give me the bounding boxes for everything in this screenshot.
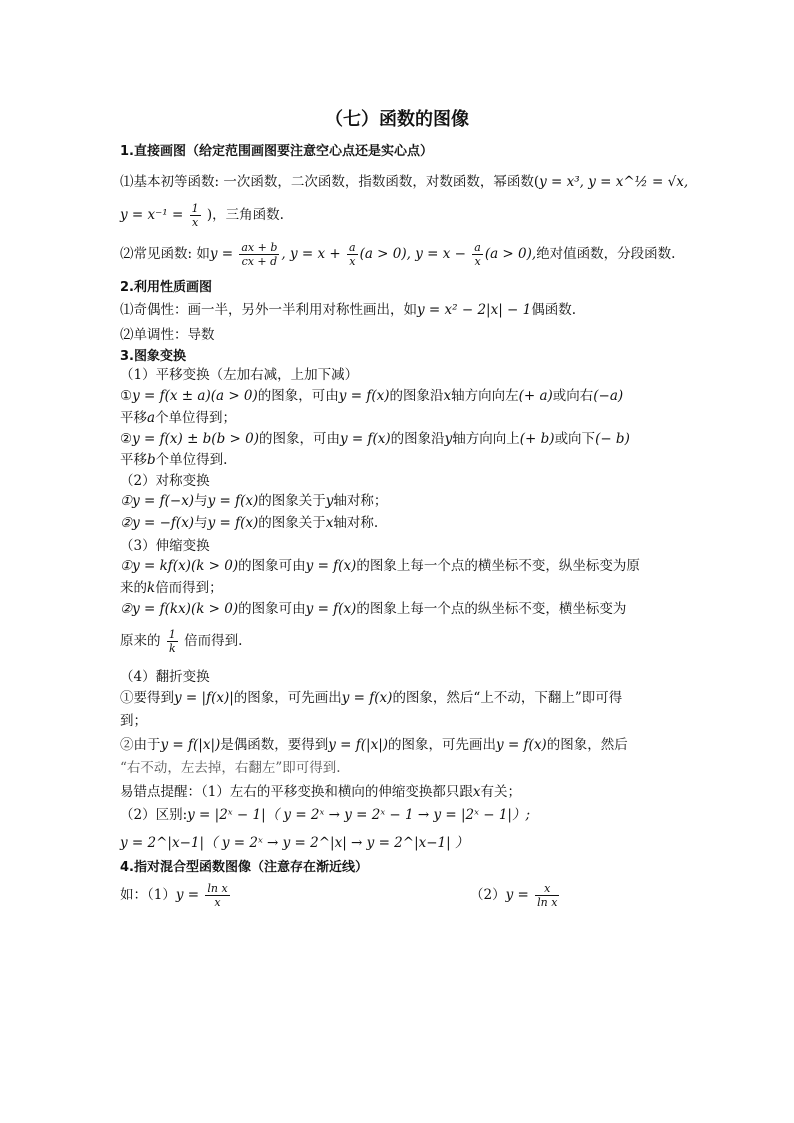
s3-p2-title: [120, 471, 210, 491]
s1-l3-math-b: , y = x +: [281, 246, 341, 262]
s3-p2-title-text: （2）对称变换: [120, 473, 210, 489]
s1-l3-fraction-1: [239, 241, 279, 268]
text: “右不动，左去掉，右翻左”即可得到.: [120, 760, 341, 776]
frac-num: ln x: [207, 882, 228, 895]
text: 轴对称；: [333, 493, 388, 509]
frac-den: x: [191, 216, 199, 229]
s1-l1-text: ⑴基本初等函数: 一次函数，二次函数，指数函数，对数函数，幂函数(: [120, 174, 540, 190]
section-3-heading-line: [120, 346, 186, 367]
math: y = |f(x)|: [174, 690, 234, 706]
frac-num: a: [349, 241, 356, 254]
s2-l1-tail: 偶函数.: [531, 302, 577, 318]
text: 的图象沿: [390, 431, 445, 447]
s3-p3-title-text: （3）伸缩变换: [120, 538, 210, 554]
math: (−a): [593, 388, 624, 404]
s1-l3-fraction-3: [472, 241, 483, 268]
text: 的图象上每一个点的横坐标不变，纵坐标变为原: [356, 558, 640, 574]
math: y = f(x): [496, 737, 547, 753]
math: ②y = f(kx)(k > 0): [120, 601, 239, 617]
text: 倍而得到；: [155, 580, 223, 596]
math: x: [443, 388, 452, 404]
frac-den: x: [349, 255, 356, 268]
circled-1: ①: [120, 388, 133, 404]
math: y: [325, 493, 334, 509]
text: 的图象上每一个点的纵坐标不变，横坐标变为: [356, 601, 627, 617]
text: 或向右: [552, 388, 594, 404]
fraction-x-over-lnx: [535, 882, 559, 909]
text: 原来的: [120, 633, 161, 649]
section-1-note: （给定范围画图要注意空心点还是实心点）: [185, 144, 433, 159]
s1-l2-math: y = x⁻¹ =: [120, 207, 184, 223]
s3-p1-b-line-1: [120, 429, 630, 449]
s1-l3-math-d: (a > 0),: [484, 246, 537, 262]
math: y = f(x): [339, 431, 391, 447]
text: 轴方向向左: [451, 388, 519, 404]
s2-l1-text: ⑴奇偶性：画一半，另外一半利用对称性画出，如: [120, 302, 417, 318]
s3-p3-b-line-2: [120, 628, 242, 655]
math: x: [325, 515, 334, 531]
text: 与: [194, 493, 208, 509]
s2-line-2: [120, 325, 215, 345]
s3-p2-b: [120, 513, 378, 533]
s3-p2-a: [120, 491, 387, 511]
frac-den: x: [214, 896, 221, 909]
math: y =: [505, 887, 529, 903]
math: y = f(x): [305, 601, 357, 617]
text: 的图象关于: [258, 493, 326, 509]
math: y = f(|x|): [160, 737, 221, 753]
math: ②y = −f(x): [120, 515, 195, 531]
s1-l1-math: y = x³, y = x^½ = √x,: [539, 174, 689, 190]
s3-p4-a-line-2: [120, 711, 147, 731]
section-1-heading: 1.直接画图: [120, 144, 186, 159]
text: 易错点提醒：（1）左右的平移变换和横向的伸缩变换都只跟: [120, 784, 473, 800]
section-2-heading: 2.利用性质画图: [120, 280, 212, 295]
s1-l3-math-a: y =: [209, 246, 234, 262]
text: 的图象，可先画出: [233, 690, 342, 706]
text: 与: [194, 515, 208, 531]
math: y = f(x): [305, 558, 357, 574]
math: y = f(x): [338, 388, 390, 404]
text: 的图象可由: [238, 558, 306, 574]
circled-2: ②: [120, 431, 133, 447]
section-3-heading: 3.图象变换: [120, 349, 186, 364]
s4-example-2: [470, 882, 561, 909]
section-4-heading-line: [120, 857, 368, 878]
math: (+ a): [518, 388, 553, 404]
text: 的图象，然后“上不动，下翻上”即可得: [392, 690, 623, 706]
math: （ y = 2ˣ → y = 2^|x| → y = 2^|x−1| ）: [204, 835, 469, 851]
math: x: [472, 784, 481, 800]
frac-num: 1: [191, 202, 199, 215]
s1-line-2: [120, 202, 284, 229]
math: y = f(x): [341, 690, 393, 706]
s3-p4-title: [120, 667, 210, 687]
text: 有关；: [480, 784, 521, 800]
tip-line-2: [120, 805, 530, 825]
s3-p4-b-line-1: [120, 735, 628, 755]
s1-l3-math-c: (a > 0), y = x −: [359, 246, 466, 262]
frac-den: ln x: [537, 896, 558, 909]
s3-p3-a-line-2: [120, 578, 223, 598]
s1-l2-fraction: [190, 202, 201, 229]
tip-line-3: [120, 833, 468, 853]
math: y = |2ˣ − 1|: [187, 807, 266, 823]
tip-line-1: [120, 782, 521, 802]
s3-p1-b-line-2: [120, 450, 227, 470]
text: 平移: [120, 410, 147, 426]
math: y = f(x): [207, 493, 259, 509]
text: 个单位得到.: [155, 452, 228, 468]
text: 的图象关于: [258, 515, 326, 531]
example-label: （2）: [470, 887, 506, 903]
section-4-heading: 4.指对混合型函数图像（注意存在渐近线）: [120, 860, 368, 875]
s2-line-1: [120, 300, 576, 320]
text: 平移: [120, 452, 147, 468]
text: 的图象可由: [238, 601, 306, 617]
s3-p3-title: [120, 536, 210, 556]
s3-p1-a-line-1: [120, 386, 623, 406]
frac-num: x: [535, 882, 559, 896]
text: 的图象，可先画出: [388, 737, 497, 753]
frac-den: k: [168, 642, 176, 655]
frac-den: cx + d: [241, 255, 278, 268]
s3-p1-title: [120, 365, 358, 385]
frac-den: x: [474, 255, 481, 268]
s3-p4-a-line-1: [120, 688, 622, 708]
text: 是偶函数，要得到: [220, 737, 329, 753]
math: (− b): [595, 431, 630, 447]
s1-line-1: [120, 172, 688, 192]
page-title: （七）函数的图像: [325, 109, 469, 130]
frac-num: a: [474, 241, 481, 254]
frac-num: ax + b: [241, 241, 278, 254]
math: y =: [175, 887, 200, 903]
fraction-1-over-k: [167, 628, 178, 655]
math: ①y = f(−x): [120, 493, 195, 509]
math: b: [147, 452, 156, 468]
text: 到；: [120, 713, 147, 729]
text: （2）区别:: [120, 807, 188, 823]
math: y = f(x ± a)(a > 0): [132, 388, 258, 404]
s3-p3-b-line-1: [120, 599, 626, 619]
text: 轴对称.: [333, 515, 379, 531]
fraction-lnx-over-x: [205, 882, 229, 909]
s3-p3-a-line-1: [120, 556, 640, 576]
s3-p4-b-line-2: [120, 758, 341, 778]
s3-p4-title-text: （4）翻折变换: [120, 669, 210, 685]
math: y = f(x): [207, 515, 259, 531]
math: y = 2^|x−1|: [120, 835, 205, 851]
s3-p1-title-text: （1）平移变换（左加右减，上加下减）: [120, 367, 359, 383]
math: y = f(|x|): [328, 737, 389, 753]
section-1-heading-line: [120, 141, 433, 162]
text: 的图象，可由: [257, 388, 339, 404]
text: 或向下: [554, 431, 596, 447]
text: 来的: [120, 580, 147, 596]
math: y: [444, 431, 453, 447]
math: y = f(x) ± b(b > 0): [132, 431, 259, 447]
s3-p1-a-line-2: [120, 408, 236, 428]
math: （ y = 2ˣ → y = 2ˣ − 1 → y = |2ˣ − 1|）;: [265, 807, 531, 823]
text: 的图象，然后: [546, 737, 628, 753]
example-label: 如：（1）: [120, 887, 176, 903]
text: 的图象沿: [389, 388, 444, 404]
text: ①要得到: [120, 690, 174, 706]
math: ①y = kf(x)(k > 0): [120, 558, 239, 574]
s4-example-1: [120, 882, 232, 909]
math: k: [147, 580, 156, 596]
s1-line-3: [120, 241, 675, 268]
math: (+ b): [519, 431, 555, 447]
text: 倍而得到.: [184, 633, 243, 649]
s1-l3-text-a: ⑵常见函数: 如: [120, 246, 210, 262]
text: 的图象，可由: [258, 431, 340, 447]
s1-l3-text-b: 绝对值函数，分段函数.: [536, 246, 676, 262]
text: 轴方向向上: [452, 431, 520, 447]
s1-l2-text: )，三角函数.: [206, 207, 284, 223]
frac-num: 1: [168, 628, 176, 641]
s2-l1-math: y = x² − 2|x| − 1: [417, 302, 532, 318]
text: 个单位得到；: [155, 410, 237, 426]
s1-l3-fraction-2: [347, 241, 358, 268]
s2-l2-text: ⑵单调性：导数: [120, 327, 215, 343]
section-2-heading-line: [120, 277, 212, 298]
text: ②由于: [120, 737, 161, 753]
math: a: [147, 410, 156, 426]
